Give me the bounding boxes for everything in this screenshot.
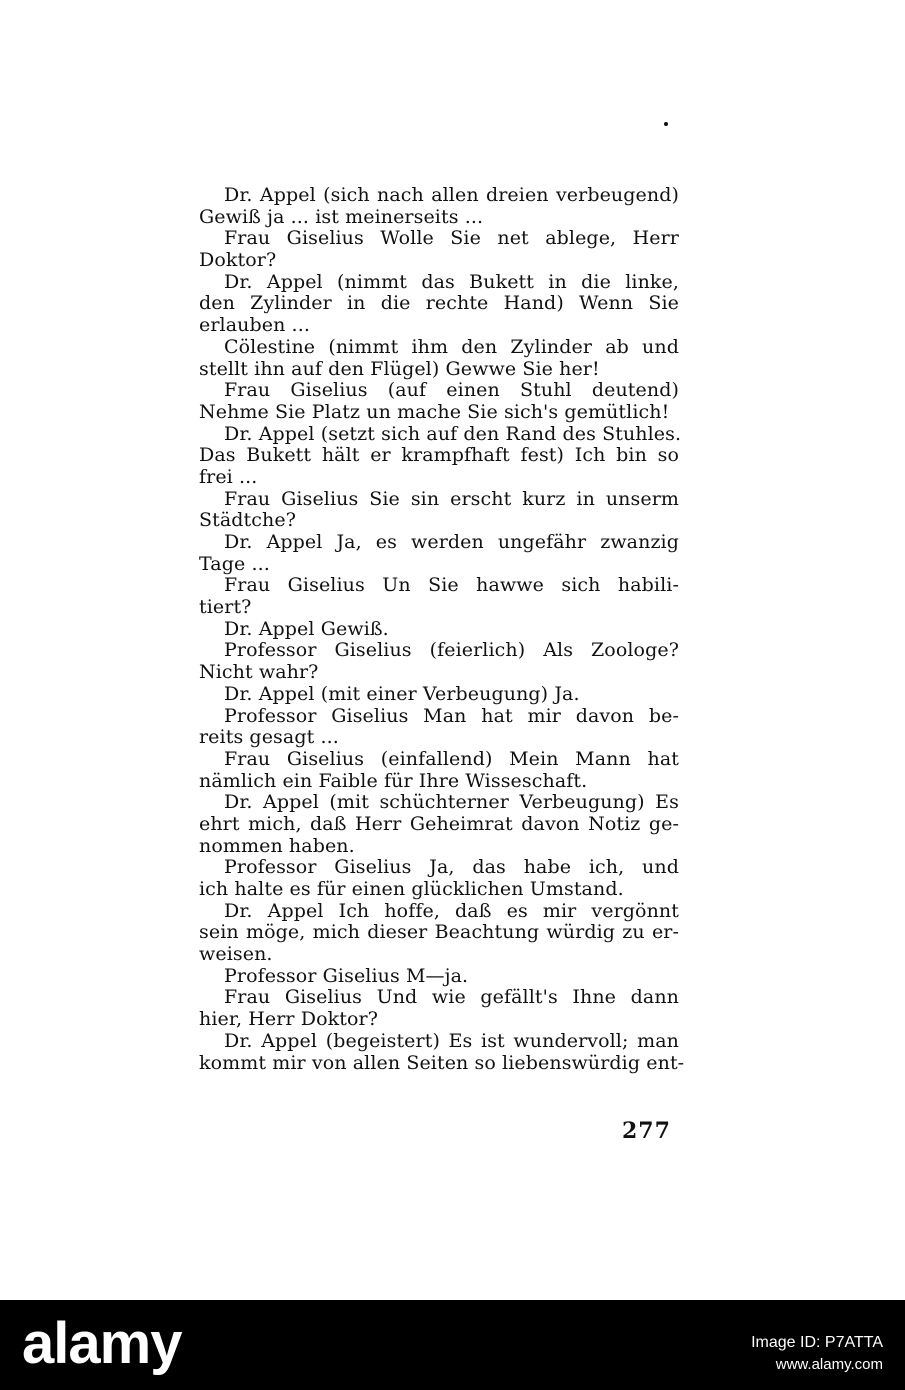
text-line: tiert? xyxy=(199,596,252,619)
alamy-logo: alamy xyxy=(22,1311,182,1376)
text-line: erlauben ... xyxy=(199,314,310,337)
image-id: Image ID: P7ATTA xyxy=(751,1334,883,1351)
text-line: Dr. Appel Gewiß. xyxy=(224,617,389,640)
text-line: Dr. Appel Ich hoffe, daß es mir vergönnt xyxy=(224,899,679,922)
text-line: weisen. xyxy=(199,943,273,966)
text-line: Frau Giselius (einfallend) Mein Mann hat xyxy=(224,747,679,770)
text-line: kommt mir von allen Seiten so liebenswürdig ent- xyxy=(199,1051,685,1074)
image-info xyxy=(751,1332,883,1376)
text-line: Professor Giselius (feierlich) Als Zoologe? xyxy=(224,639,679,662)
text-line: Professor Giselius M—ja. xyxy=(224,964,469,987)
text-line: Dr. Appel (sich nach allen dreien verbeugend) xyxy=(224,184,679,206)
text-line: Städtche? xyxy=(199,509,296,532)
text-line: Cölestine (nimmt ihm den Zylinder ab und xyxy=(224,335,679,358)
text-line: hier, Herr Doktor? xyxy=(199,1008,378,1031)
text-line: Frau Giselius Und wie gefällt's Ihne dann xyxy=(224,986,679,1009)
page-speck xyxy=(664,122,668,126)
page-number: 277 xyxy=(622,1118,671,1144)
text-line: Dr. Appel (mit schüchterner Verbeugung) Es xyxy=(224,791,679,814)
text-line: reits gesagt ... xyxy=(199,726,339,749)
text-line: Gewiß ja ... ist meinerseits ... xyxy=(199,205,484,228)
text-line: Dr. Appel (begeistert) Es ist wundervoll; man xyxy=(224,1029,679,1052)
text-line: Frau Giselius Wolle Sie net ablege, Herr xyxy=(224,227,679,250)
text-line: Nicht wahr? xyxy=(199,661,319,684)
text-line: Dr. Appel (setzt sich auf den Rand des Stuhles. xyxy=(224,422,682,445)
text-line: den Zylinder in die rechte Hand) Wenn Sie xyxy=(199,292,679,315)
text-line: Das Bukett hält er krampfhaft fest) Ich bin so xyxy=(199,444,679,467)
text-line: Frau Giselius Un Sie hawwe sich habili- xyxy=(224,574,679,597)
text-line: Nehme Sie Platz un mache Sie sich's gemütlich! xyxy=(199,400,670,423)
text-line: ehrt mich, daß Herr Geheimrat davon Notiz ge- xyxy=(199,812,679,835)
text-line: Frau Giselius (auf einen Stuhl deutend) xyxy=(224,379,679,402)
text-line: Dr. Appel (mit einer Verbeugung) Ja. xyxy=(224,682,580,705)
text-line: frei ... xyxy=(199,465,258,488)
text-line: sein möge, mich dieser Beachtung würdig zu er- xyxy=(199,921,679,944)
text-line: Frau Giselius Sie sin erscht kurz in unserm xyxy=(224,487,679,510)
text-line: Dr. Appel (nimmt das Bukett in die linke, xyxy=(224,270,679,293)
text-line: Professor Giselius Man hat mir davon be- xyxy=(224,704,679,727)
text-line: Professor Giselius Ja, das habe ich, und xyxy=(224,856,679,879)
text-line: stellt ihn auf den Flügel) Gewwe Sie her! xyxy=(199,357,600,380)
site-url: www.alamy.com xyxy=(775,1356,883,1373)
watermark-footer xyxy=(0,1300,905,1390)
text-line: nämlich ein Faible für Ihre Wisseschaft. xyxy=(199,769,588,792)
text-line: nommen haben. xyxy=(199,834,355,857)
play-text-block xyxy=(199,184,685,1074)
text-line: Tage ... xyxy=(199,552,270,575)
text-line: Doktor? xyxy=(199,249,277,272)
text-line: Dr. Appel Ja, es werden ungefähr zwanzig xyxy=(224,531,679,553)
text-line: ich halte es für einen glücklichen Umstand. xyxy=(199,878,624,900)
